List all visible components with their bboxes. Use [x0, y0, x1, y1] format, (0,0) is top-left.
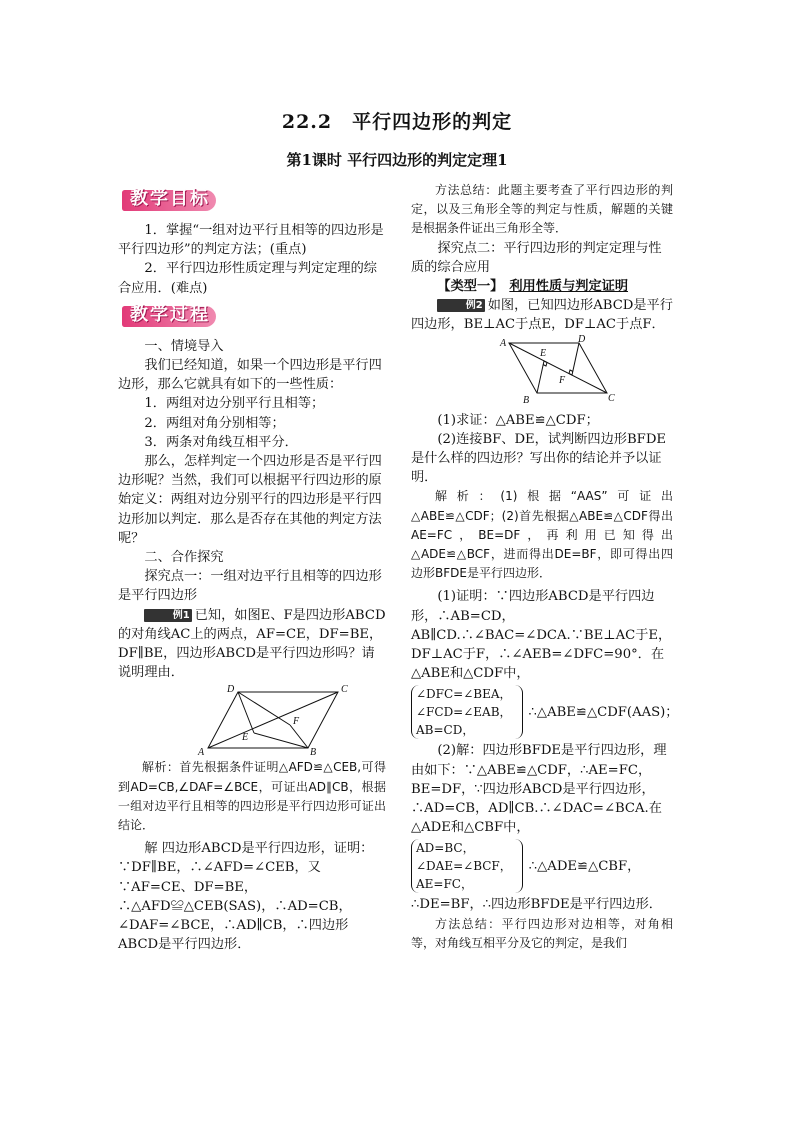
- property-item: 1．两组对边分别平行且相等；: [144, 396, 325, 412]
- intro-text: 我们已经知道，如果一个四边形是平行四边形，那么它就具有如下的一些性质：: [118, 358, 382, 393]
- segment-be: [537, 361, 544, 393]
- congruence-system-2: [411, 839, 673, 893]
- label-e: E: [242, 732, 249, 744]
- explore-point-1: 探究点一：一组对边平行且相等的四边形是平行四边形: [118, 569, 382, 604]
- congruence-system-1: [411, 685, 679, 739]
- property-item: 2．两组对角分别相等；: [144, 415, 285, 431]
- system-result: ∴△ABE≌△CDF(AAS)；: [528, 704, 679, 720]
- section-heading: 二、合作探究: [144, 550, 224, 566]
- segment-df: [572, 343, 579, 375]
- label-f: F: [559, 374, 566, 386]
- explore-point-2: 探究点二：平行四边形的判定定理与性质的综合应用: [411, 240, 662, 275]
- proof-part-1: (1)证明：∵四边形ABCD是平行四边形，∴AB=CD，AB∥CD.∴∠BAC=∠DCA.∵BE⊥AC于E，DF⊥AC于F，∴∠AEB=∠DFC=90°．在△ABE和△CDF中，: [411, 589, 672, 682]
- analysis-1: 解析：首先根据条件证明△AFD≌△CEB,可得到AD=CB,∠DAF=∠BCE，可证出AD∥CB，根据一组对边平行且相等的四边形是平行四边形可证出结论．: [118, 760, 386, 833]
- example-1-text: 已知，如图E、F是四边形ABCD的对角线AC上的两点，AF=CE，DF=BE，DF∥BE，四边形ABCD是平行四边形吗？请说明理由．: [118, 607, 386, 681]
- condition-line: ∠DFC=∠BEA，: [416, 687, 512, 702]
- example-1: [118, 606, 386, 683]
- method-summary-2: 方法总结：平行四边形对边相等，对角相等，对角线互相平分及它的判定，是我们: [411, 916, 673, 950]
- diagonal-ac: [509, 343, 607, 393]
- label-a: A: [198, 747, 205, 759]
- label-e: E: [540, 347, 547, 359]
- system-result: ∴△ADE≌△CBF，: [528, 858, 641, 874]
- segment-de: [238, 692, 254, 733]
- question-1: (1)求证：△ABE≌△CDF；: [437, 412, 599, 428]
- segment-df: [238, 692, 290, 725]
- goal-item: 1．掌握“一组对边平行且相等的四边形是平行四边形”的判定方法；(重点): [118, 223, 384, 258]
- condition-line: AD=BC，: [416, 841, 475, 856]
- banner-title: 教学过程: [130, 303, 210, 325]
- label-d: D: [578, 334, 586, 345]
- type-label: 【类型一】: [437, 279, 504, 295]
- example-2-text: 如图，已知四边形ABCD是平行四边形，BE⊥AC于点E，DF⊥AC于点F．: [411, 298, 673, 333]
- label-f: F: [293, 716, 300, 728]
- question-2: (2)连接BF、DE，试判断四边形BFDE是什么样的四边形？写出你的结论并予以证明．: [411, 431, 667, 486]
- goal-item: 2．平行四边形性质定理与判定定理的综合应用．(难点): [118, 261, 377, 296]
- label-d: D: [227, 684, 235, 696]
- brace-conditions: [411, 839, 523, 893]
- example-2: [411, 296, 673, 334]
- process-banner: [122, 304, 219, 329]
- banner-title: 教学目标: [130, 188, 210, 209]
- condition-line: AE=FC，: [416, 877, 473, 892]
- brace-conditions: [411, 685, 523, 739]
- diagonal-ac: [208, 692, 338, 748]
- type-heading: [411, 277, 673, 296]
- label-a: A: [500, 337, 507, 349]
- analysis-2: 解析：(1)根据“AAS”可证出△ABE≌△CDF；(2)首先根据△ABE≌△CDF得出AE=FC，BE=DF，再利用已知得出△ADE≌△BCF，进而得出DE=BF，即可得出四边形BFDE是平行四边形．: [411, 489, 673, 581]
- condition-line: AB=CD，: [416, 723, 475, 738]
- figure-2-parallelogram: [411, 335, 673, 411]
- section-heading: 一、情境导入: [144, 338, 224, 354]
- label-b: B: [523, 394, 530, 406]
- question-text: 那么，怎样判定一个四边形是否是平行四边形呢？当然，我们可以根据平行四边形的原始定义：两组对边分别平行的四边形是平行四边形加以判定．那么是否存在其他的判定方法呢？: [118, 454, 382, 546]
- condition-line: ∠FCD=∠EAB，: [416, 705, 512, 720]
- proof-part-2: (2)解：四边形BFDE是平行四边形，理由如下：∵△ABE≌△CDF，∴AE=FC，BE=DF，∵四边形ABCD是平行四边形，∴AD=CB，AD∥CB.∴∠DAC=∠BCA.在△ADE和△CBF中，: [411, 743, 667, 836]
- property-item: 3．两条对角线互相平分．: [144, 434, 298, 450]
- right-column: [411, 181, 679, 953]
- label-c: C: [341, 684, 348, 696]
- label-b: B: [310, 747, 317, 759]
- label-c: C: [608, 392, 615, 404]
- left-column: [118, 186, 386, 955]
- segment-bf: [290, 725, 308, 748]
- condition-line: ∠DAE=∠BCF，: [416, 859, 512, 874]
- example-tag: 例2: [437, 299, 484, 312]
- page-title: 22.2 平行四边形的判定: [281, 111, 513, 133]
- solution-1: 解 四边形ABCD是平行四边形，证明：∵DF∥BE，∴∠AFD=∠CEB，又∵AF=CE、DF=BE，∴△AFD≌△CEB(SAS)，∴AD=CB，∠DAF=∠BCE，∴AD∥CB，∴四边形ABCD是平行四边形．: [118, 841, 374, 953]
- method-summary-1: 方法总结：此题主要考查了平行四边形的判定，以及三角形全等的判定与性质，解题的关键是根据条件证出三角形全等．: [411, 183, 673, 236]
- goals-banner: [122, 188, 219, 213]
- proof-conclusion: ∴DE=BF，∴四边形BFDE是平行四边形．: [411, 897, 662, 913]
- lesson-subtitle: 第1课时 平行四边形的判定定理1: [286, 151, 508, 169]
- type-topic: 利用性质与判定证明: [509, 279, 629, 295]
- segment-be: [254, 733, 308, 748]
- example-tag: 例1: [144, 609, 191, 622]
- figure-1-parallelogram: [118, 682, 386, 758]
